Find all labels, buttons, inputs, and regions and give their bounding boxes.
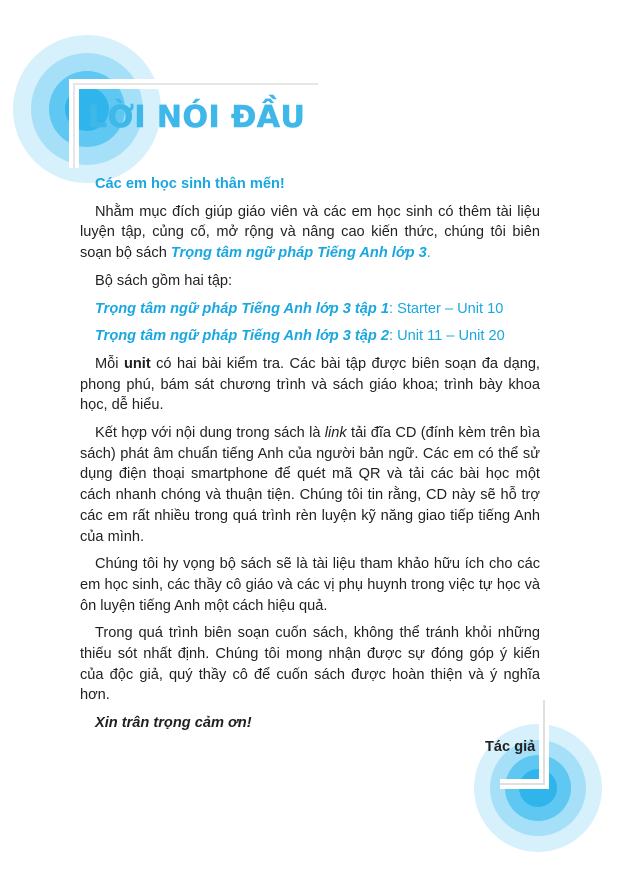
author-signature: Tác giả: [485, 739, 536, 755]
paragraph-2: [80, 271, 540, 292]
closing: [80, 713, 540, 734]
paragraph-1-text: Nhằm mục đích giúp giáo viên và các em học sinh có thêm tài liệu luyện tập, củng cố, mở rộng và nâng cao kiến thức, chúng tôi biên soạn bộ sách: [80, 203, 540, 262]
book-title: Trọng tâm ngữ pháp Tiếng Anh lớp 3: [170, 245, 427, 262]
paragraph-5-text: Chúng tôi hy vọng bộ sách sẽ là tài liệu tham khảo hữu ích cho các em học sinh, các thầy cô giáo và các vị phụ huynh trong việc tự học và ôn luyện tiếng Anh một cách hiệu quả.: [80, 556, 540, 614]
paragraph-2-text: Bộ sách gồm hai tập:: [95, 272, 233, 289]
paragraph-4-rest: tải đĩa CD (đính kèm trên bìa sách) phát âm chuẩn tiếng Anh của người bản ngữ. Các em có thể sử dụng điện thoại smartphone để quét mã QR và tải các bài học một cách nhanh chóng và thuận tiện. Chúng tôi tin rằng, CD này sẽ hỗ trợ các em rất nhiều trong quá trình rèn luyện kỹ năng giao tiếp tiếng Anh của mình.: [80, 425, 540, 545]
volume-2: [80, 326, 540, 347]
volume-2-range: : Unit 11 – Unit 20: [389, 328, 505, 345]
greeting-text: Các em học sinh thân mến!: [95, 176, 285, 192]
paragraph-3: [80, 354, 540, 416]
volume-2-title: Trọng tâm ngữ pháp Tiếng Anh lớp 3 tập 2: [95, 328, 389, 345]
paragraph-1: [80, 202, 540, 264]
paragraph-6: [80, 623, 540, 706]
paragraph-4-start: Kết hợp với nội dung trong sách là: [95, 425, 325, 442]
unit-word: unit: [123, 355, 151, 372]
preface-body: [80, 174, 540, 741]
paragraph-3-rest: có hai bài kiểm tra. Các bài tập được biên soạn đa dạng, phong phú, bám sát chương trình và sách giáo khoa; trình bày khoa học, dễ hiểu.: [80, 355, 540, 414]
volume-1: [80, 299, 540, 320]
paragraph-5: [80, 554, 540, 616]
page-title: LỜI NÓI ĐẦU: [88, 100, 306, 135]
volume-1-range: : Starter – Unit 10: [389, 300, 504, 317]
paragraph-6-text: Trong quá trình biên soạn cuốn sách, không thể tránh khỏi những thiếu sót nhất định. Chúng tôi mong nhận được sự đóng góp ý kiến của độc giả, quý thầy cô để cuốn sách được hoàn thiện và ý nghĩa hơn.: [80, 625, 540, 704]
volume-1-title: Trọng tâm ngữ pháp Tiếng Anh lớp 3 tập 1: [95, 300, 389, 317]
paragraph-1-end: .: [426, 245, 431, 262]
paragraph-3-start: Mỗi: [95, 355, 124, 372]
greeting: [80, 174, 540, 195]
link-word: link: [324, 425, 347, 442]
paragraph-4: [80, 423, 540, 547]
closing-thanks: Xin trân trọng cảm ơn!: [95, 715, 252, 732]
